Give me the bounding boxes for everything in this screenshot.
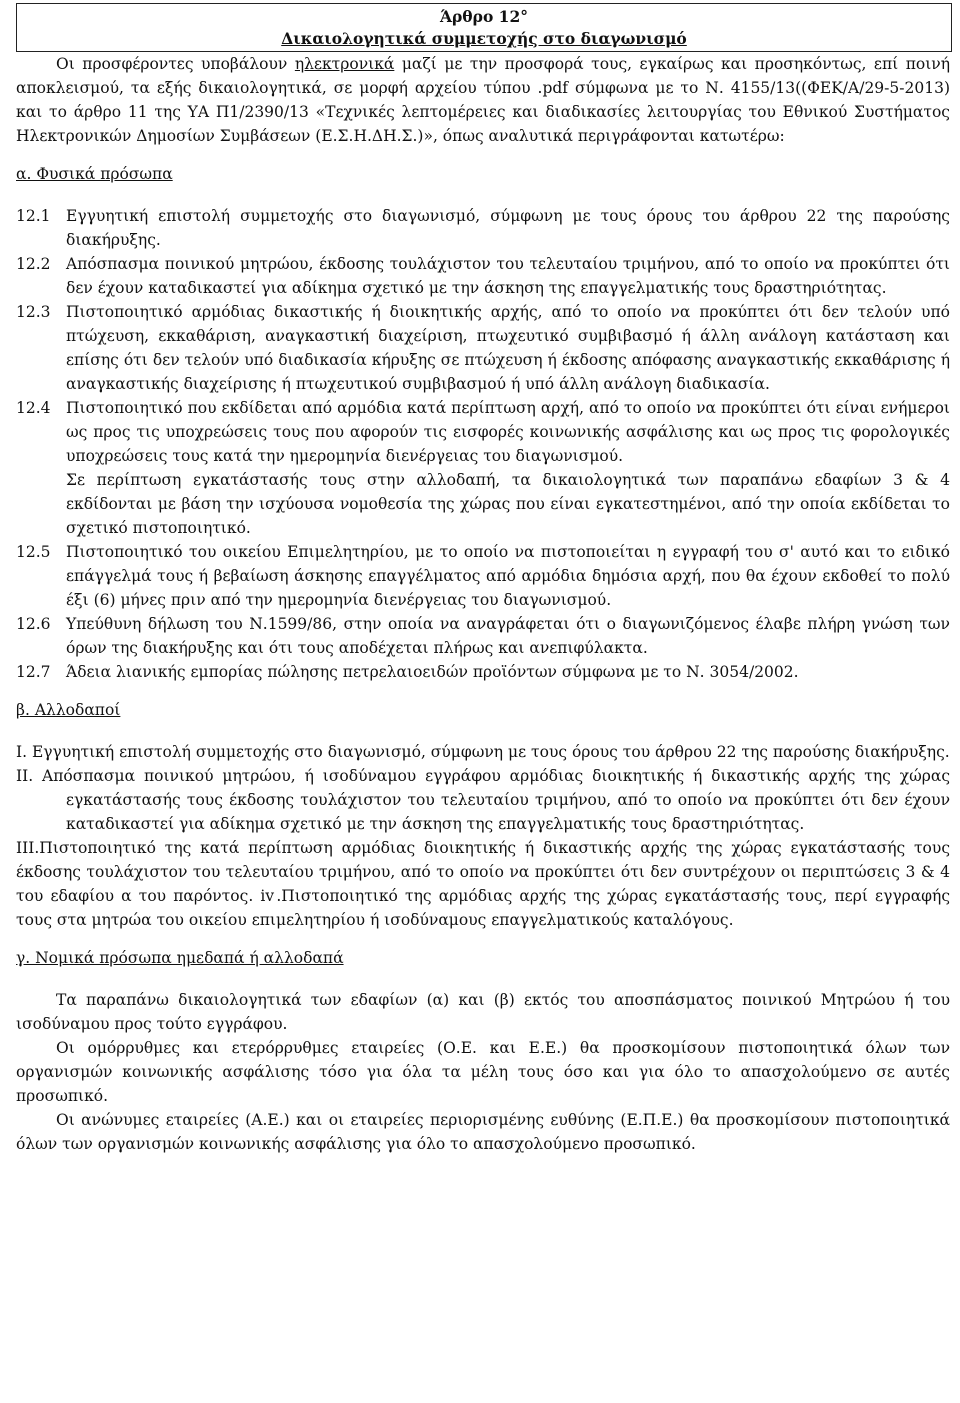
list-item-12-6 <box>16 612 950 660</box>
intro-text-b: μαζί με την προσφορά τους, εγκαίρως και προσηκόντως, επί ποινή αποκλεισμού, τα εξής δικαιολογητικά, σε μορφή αρχείου τύπου .pdf σύμφωνα με το Ν. 4155/13((ΦΕΚ/Α/29-5-2013) και το άρθρο 11 της ΥΑ Π1/2390/13 «Τεχνικές λεπτομέρειες και διαδικασίες λειτουργίας του Εθνικού Συστήματος Ηλεκτρονικών Δημοσίων Συμβάσεων (Ε.Σ.Η.ΔΗ.Σ.)», όπως αναλυτικά περιγράφονται κατωτέρω: <box>16 55 950 145</box>
list-item-12-5 <box>16 540 950 612</box>
section-b-item-2: II. Απόσπασμα ποινικού μητρώου, ή ισοδύναμου εγγράφου αρμόδιας διοικητικής ή δικαστικής αρχής της χώρας εγκατάστασής τους έκδοσης τουλάχιστον του τελευταίου τριμήνου, από το οποίο να προκύπτει ότι δεν έχουν καταδικαστεί για αδίκημα σχετικό με την άσκηση της επαγγελματικής τους δραστηριότητας. <box>16 767 950 833</box>
item-text: Υπεύθυνη δήλωση του Ν.1599/86, στην οποία να αναγράφεται ότι ο διαγωνιζόμενος έλαβε πλήρη γνώση των όρων της διακήρυξης και ότι τους αποδέχεται πλήρως και ανεπιφύλακτα. <box>66 615 950 657</box>
item-number: 12.5 <box>16 543 51 561</box>
item-text: Άδεια λιανικής εμπορίας πώλησης πετρελαιοειδών προϊόντων σύμφωνα με το Ν. 3054/2002. <box>66 663 799 681</box>
item-number: 12.1 <box>16 207 51 225</box>
section-c-paragraph-2: Οι ομόρρυθμες και ετερόρρυθμες εταιρείες (Ο.Ε. και Ε.Ε.) θα προσκομίσουν πιστοποιητικά όλων των οργανισμών κοινωνικής ασφάλισης τόσο για όλα τα μέλη τους όσο και για όλο το απασχολούμενο σε αυτές προσωπικό. <box>16 1039 950 1105</box>
list-item-12-4 <box>16 396 950 540</box>
document-page <box>0 3 960 1403</box>
item-extra-text: Σε περίπτωση εγκατάστασής τους στην αλλοδαπή, τα δικαιολογητικά των παραπάνω εδαφίων 3 & 4 εκδίδονται με βάση την ισχύουσα νομοθεσία της χώρας που είναι εγκατεστημένοι, από την οποία εκδίδεται το σχετικό πιστοποιητικό. <box>66 471 950 537</box>
section-b-item-1: I. Εγγυητική επιστολή συμμετοχής στο διαγωνισμό, σύμφωνη με τους όρους του άρθρου 22 της παρούσης διακήρυξης. <box>16 743 950 761</box>
item-number: 12.6 <box>16 615 51 633</box>
section-c-paragraph-3: Οι ανώνυμες εταιρείες (Α.Ε.) και οι εταιρείες περιορισμένης ευθύνης (Ε.Π.Ε.) θα προσκομίσουν πιστοποιητικά όλων των οργανισμών κοινωνικής ασφάλισης για όλο το απασχολούμενο προσωπικό. <box>16 1111 950 1153</box>
item-text: Πιστοποιητικό του οικείου Επιμελητηρίου, με το οποίο να πιστοποιείται η εγγραφή του σ' αυτό και το ειδικό επάγγελμά τους ή βεβαίωση άσκησης επαγγέλματος από αρμόδια δημόσια αρχή, που θα έχουν εκδοθεί το πολύ έξι (6) μήνες πριν από την ημερομηνία διενέργειας του διαγωνισμού. <box>66 543 950 609</box>
article-number: Άρθρο 12° <box>439 7 529 26</box>
item-number: 12.7 <box>16 663 51 681</box>
list-item-12-1 <box>16 204 950 252</box>
section-b-item-3: III.Πιστοποιητικό της κατά περίπτωση αρμόδιας διοικητικής ή δικαστικής αρχής της χώρας εγκατάστασής τους έκδοσης τουλάχιστον του τελευταίου τριμήνου, από το οποίο να προκύπτει ότι δεν συντρέχουν οι περιπτώσεις 3 & 4 του εδαφίου α του παρόντος. ⅳ.Πιστοποιητικό της αρμόδιας αρχής της χώρας εγκατάστασής τους, περί εγγραφής τους στα μητρώα του οικείου επιμελητηρίου ή ισοδύναμους επαγγελματικούς καταλόγους. <box>16 839 950 929</box>
list-item-12-2 <box>16 252 950 300</box>
section-b-heading: β. Αλλοδαποί <box>16 701 121 719</box>
list-item-12-3 <box>16 300 950 396</box>
item-text: Εγγυητική επιστολή συμμετοχής στο διαγωνισμό, σύμφωνη με τους όρους του άρθρου 22 της παρούσης διακήρυξης. <box>66 207 950 249</box>
item-text: Πιστοποιητικό που εκδίδεται από αρμόδια κατά περίπτωση αρχή, από το οποίο να προκύπτει ότι είναι ενήμεροι ως προς τις υποχρεώσεις τους που αφορούν τις εισφορές κοινωνικής ασφάλισης και ως προς τις φορολογικές υποχρεώσεις τους κατά την ημερομηνία διενέργειας του διαγωνισμού. <box>66 399 950 465</box>
intro-electronic-word: ηλεκτρονικά <box>294 55 395 73</box>
article-title-box <box>16 3 952 52</box>
section-a-heading: α. Φυσικά πρόσωπα <box>16 165 173 183</box>
item-text: Πιστοποιητικό αρμόδιας δικαστικής ή διοικητικής αρχής, από το οποίο να προκύπτει ότι δεν τελούν υπό πτώχευση, εκκαθάριση, αναγκαστική διαχείριση, πτωχευτικό συμβιβασμό ή άλλη ανάλογη κατάσταση και επίσης ότι δεν τελούν υπό διαδικασία κήρυξης σε πτώχευση ή έκδοσης απόφασης αναγκαστικής εκκαθάρισης ή αναγκαστικής διαχείρισης ή πτωχευτικού συμβιβασμού ή υπό άλλη ανάλογη διαδικασία. <box>66 303 950 393</box>
section-c-heading: γ. Νομικά πρόσωπα ημεδαπά ή αλλοδαπά <box>16 949 344 967</box>
list-item-12-7 <box>16 660 950 684</box>
intro-text-a: Οι προσφέροντες υποβάλουν <box>56 55 295 73</box>
intro-paragraph <box>16 52 950 148</box>
item-number: 12.3 <box>16 303 51 321</box>
item-text: Απόσπασμα ποινικού μητρώου, έκδοσης τουλάχιστον του τελευταίου τριμήνου, από το οποίο να προκύπτει ότι δεν έχουν καταδικαστεί για αδίκημα σχετικό με την άσκηση της επαγγελματικής τους δραστηριότητας. <box>66 255 950 297</box>
item-number: 12.4 <box>16 399 51 417</box>
item-body <box>66 396 950 540</box>
item-number: 12.2 <box>16 255 51 273</box>
section-c-paragraph-1: Τα παραπάνω δικαιολογητικά των εδαφίων (α) και (β) εκτός του αποσπάσματος ποινικού Μητρώου ή του ισοδύναμου προς τούτο εγγράφου. <box>16 991 950 1033</box>
article-subtitle: Δικαιολογητικά συμμετοχής στο διαγωνισμό <box>281 29 687 48</box>
